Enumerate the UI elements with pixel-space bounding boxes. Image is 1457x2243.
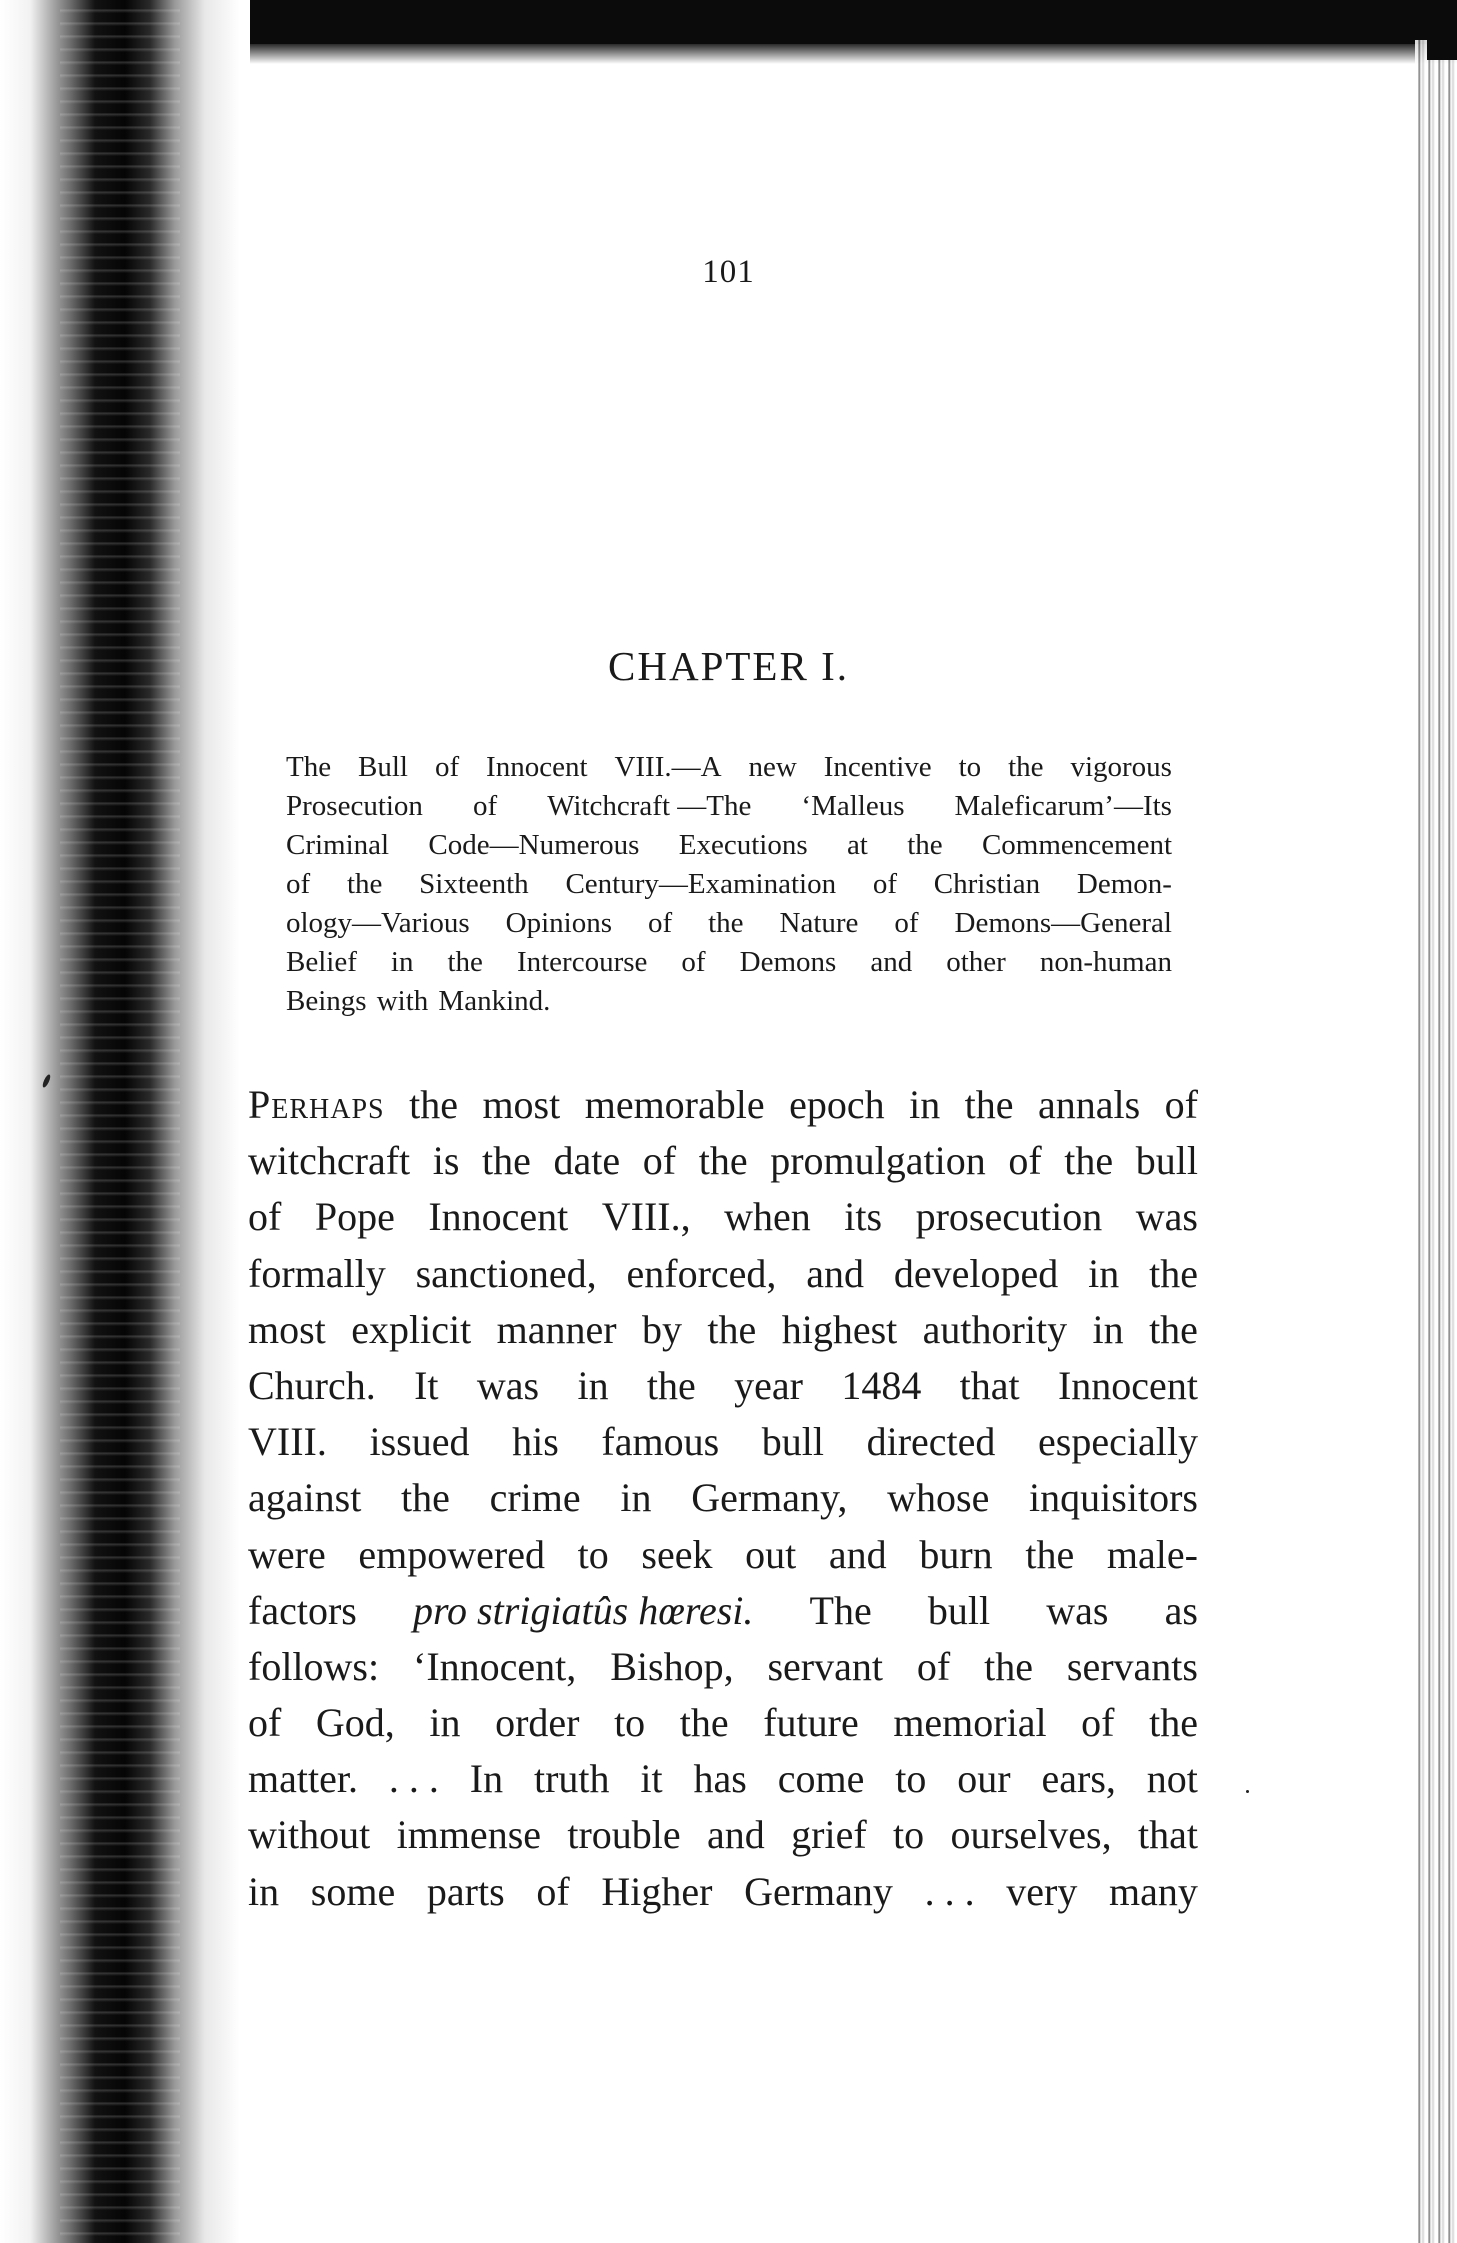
word: has xyxy=(693,1756,747,1802)
word: that xyxy=(959,1362,1020,1408)
word: to xyxy=(577,1531,609,1577)
word: Maleficarum’—Its xyxy=(954,790,1172,822)
word: of xyxy=(894,907,919,939)
word: of xyxy=(286,868,311,900)
word: Sixteenth xyxy=(419,868,529,900)
word: Prosecution xyxy=(286,790,423,822)
word: in xyxy=(390,946,414,978)
word: the xyxy=(964,1082,1014,1127)
word: In xyxy=(469,1756,504,1802)
word: ourselves, xyxy=(950,1812,1112,1858)
word: enforced, xyxy=(626,1250,777,1296)
word: most xyxy=(482,1082,561,1127)
word: was xyxy=(1046,1587,1109,1633)
word: ology—Various xyxy=(286,907,470,939)
text-line xyxy=(248,1864,1198,1920)
word: at xyxy=(846,829,868,861)
text-line xyxy=(248,1470,1198,1526)
word: of xyxy=(248,1194,282,1240)
word: burn xyxy=(919,1531,993,1577)
text-line xyxy=(286,904,1172,943)
word: year xyxy=(734,1362,803,1408)
word: It xyxy=(414,1362,439,1408)
word: were xyxy=(248,1531,326,1577)
word: the xyxy=(1149,1700,1198,1746)
word: the xyxy=(708,907,744,939)
word: Pope xyxy=(314,1194,395,1240)
word: the xyxy=(1008,751,1044,783)
word: with xyxy=(376,985,429,1017)
word: Demon- xyxy=(1076,868,1172,900)
word: servant xyxy=(767,1643,883,1689)
word: Beings xyxy=(286,985,367,1017)
word: is xyxy=(432,1138,460,1184)
word: without xyxy=(248,1812,371,1858)
word: ears, xyxy=(1041,1756,1116,1802)
word: VIII. xyxy=(248,1419,327,1465)
word: bull xyxy=(761,1419,824,1465)
word: memorial xyxy=(893,1700,1047,1746)
word: by xyxy=(641,1306,682,1352)
text-line xyxy=(248,1807,1198,1863)
word: of xyxy=(248,1700,282,1746)
word: in xyxy=(577,1362,609,1408)
word: the xyxy=(679,1700,729,1746)
word: new xyxy=(748,751,797,783)
word: in xyxy=(429,1700,461,1746)
word: and xyxy=(707,1812,765,1858)
word: very xyxy=(1006,1868,1078,1914)
word: Innocent xyxy=(1057,1362,1198,1408)
word: pro strigiatûs hœresi. xyxy=(412,1587,754,1633)
word: God, xyxy=(315,1700,395,1746)
word: Code—Numerous xyxy=(428,829,640,861)
word: promulgation xyxy=(770,1138,986,1184)
word: Bishop, xyxy=(610,1643,734,1689)
word: and xyxy=(806,1250,865,1296)
text-line xyxy=(286,748,1172,787)
word: the xyxy=(1149,1250,1198,1296)
text-line xyxy=(248,1527,1198,1583)
book-gutter-texture xyxy=(60,0,180,2243)
text-line xyxy=(248,1639,1198,1695)
word: developed xyxy=(893,1250,1059,1296)
word: Germany xyxy=(744,1868,893,1914)
word: of xyxy=(647,907,673,939)
word: Intercourse xyxy=(516,946,648,978)
word: Opinions xyxy=(505,907,612,939)
word: was xyxy=(1135,1194,1198,1240)
word: immense xyxy=(396,1812,542,1858)
word: 1484 xyxy=(841,1362,922,1408)
word: whose xyxy=(887,1475,990,1521)
text-line xyxy=(286,826,1172,865)
word: . . . xyxy=(924,1868,975,1914)
word: in xyxy=(248,1868,280,1914)
word: matter. xyxy=(248,1756,358,1802)
word: The xyxy=(809,1587,872,1633)
word: epoch xyxy=(789,1082,885,1127)
word: was xyxy=(476,1362,540,1408)
word: VIII., xyxy=(601,1194,691,1240)
page-edge-stack xyxy=(1415,40,1457,2243)
word: and xyxy=(828,1531,887,1577)
word: some xyxy=(310,1868,396,1914)
word: crime xyxy=(489,1475,581,1521)
word: order xyxy=(495,1700,580,1746)
text-line xyxy=(248,1751,1198,1807)
word: seek xyxy=(641,1531,713,1577)
word: the xyxy=(1064,1138,1114,1184)
word: in xyxy=(1088,1250,1120,1296)
word: Bull xyxy=(358,751,408,783)
word: the xyxy=(409,1082,458,1127)
word: to xyxy=(893,1812,925,1858)
word: as xyxy=(1164,1587,1198,1633)
word: empowered xyxy=(358,1531,545,1577)
word: ‘Innocent, xyxy=(413,1643,577,1689)
text-line xyxy=(248,1358,1198,1414)
word: other xyxy=(946,946,1006,978)
text-line xyxy=(248,1695,1198,1751)
word: of xyxy=(916,1643,951,1689)
word: many xyxy=(1109,1868,1198,1914)
word: the xyxy=(698,1138,748,1184)
word: the xyxy=(482,1138,531,1184)
word: memorable xyxy=(584,1082,765,1127)
word: inquisitors xyxy=(1029,1475,1198,1521)
word: witchcraft xyxy=(248,1138,411,1184)
text-line xyxy=(286,865,1172,904)
word: the xyxy=(1025,1531,1075,1577)
word: the xyxy=(447,946,483,978)
text-line xyxy=(286,787,1172,826)
word: formally xyxy=(248,1250,386,1296)
text-line xyxy=(248,1246,1198,1302)
word: Christian xyxy=(933,868,1041,900)
word: Mankind. xyxy=(438,985,551,1017)
word: that xyxy=(1137,1812,1198,1858)
word: follows: xyxy=(248,1643,380,1689)
word: of xyxy=(536,1868,570,1914)
word: of xyxy=(1164,1082,1198,1127)
word: the xyxy=(401,1475,450,1521)
word: of xyxy=(1008,1138,1042,1184)
word: male- xyxy=(1106,1531,1198,1577)
word: Witchcraft —The xyxy=(547,790,752,822)
word: Church. xyxy=(248,1362,376,1408)
word: his xyxy=(512,1419,559,1465)
word: servants xyxy=(1066,1643,1198,1689)
word: VIII.—A xyxy=(614,751,722,783)
word: directed xyxy=(866,1419,996,1465)
word: Nature xyxy=(779,907,859,939)
word: Belief xyxy=(286,946,357,978)
word: Demons—General xyxy=(954,907,1172,939)
word: manner xyxy=(496,1306,617,1352)
word: in xyxy=(1092,1306,1124,1352)
scan-corner-shadow xyxy=(1427,0,1457,60)
word: our xyxy=(957,1756,1011,1802)
word: authority xyxy=(922,1306,1068,1352)
word: bull xyxy=(927,1587,991,1633)
word: the xyxy=(346,868,383,900)
word: of xyxy=(434,751,460,783)
word: prosecution xyxy=(915,1194,1103,1240)
word: annals xyxy=(1038,1082,1141,1127)
word: trouble xyxy=(567,1812,681,1858)
word: vigorous xyxy=(1070,751,1172,783)
word: Innocent xyxy=(486,751,588,783)
word: . . . xyxy=(388,1756,439,1802)
word: the xyxy=(907,829,943,861)
word: of xyxy=(1081,1700,1115,1746)
word: Incentive xyxy=(823,751,932,783)
word: The xyxy=(286,751,332,783)
word: the xyxy=(1149,1306,1198,1352)
word: against xyxy=(248,1475,362,1521)
text-line xyxy=(248,1077,1198,1133)
word: famous xyxy=(601,1419,720,1465)
word: of xyxy=(681,946,706,978)
word: future xyxy=(763,1700,859,1746)
word: issued xyxy=(369,1419,470,1465)
page-number: 101 xyxy=(702,254,755,290)
word: the xyxy=(984,1643,1033,1689)
chapter-summary xyxy=(286,748,1172,1021)
word: its xyxy=(844,1194,883,1240)
text-line xyxy=(286,943,1172,982)
word: to xyxy=(958,751,982,783)
body-paragraph xyxy=(248,1077,1198,1920)
text-line xyxy=(286,982,1172,1021)
word: Germany, xyxy=(691,1475,848,1521)
word: in xyxy=(620,1475,652,1521)
word: most xyxy=(248,1306,326,1352)
word: of xyxy=(642,1138,677,1184)
word: Executions xyxy=(678,829,808,861)
word: Perhaps xyxy=(248,1082,385,1127)
word: come xyxy=(777,1756,865,1802)
word: ‘Malleus xyxy=(801,790,905,822)
word: of xyxy=(872,868,898,900)
word: parts xyxy=(426,1868,505,1914)
word: explicit xyxy=(351,1306,472,1352)
word: not xyxy=(1146,1756,1198,1802)
text-line xyxy=(248,1302,1198,1358)
text-line xyxy=(248,1414,1198,1470)
word: to xyxy=(614,1700,646,1746)
text-line xyxy=(248,1583,1198,1639)
word: to xyxy=(895,1756,927,1802)
word: Demons xyxy=(739,946,837,978)
word: the xyxy=(646,1362,696,1408)
word: out xyxy=(745,1531,797,1577)
word: and xyxy=(870,946,913,978)
word: Innocent xyxy=(428,1194,569,1240)
ink-speck xyxy=(1246,1790,1249,1793)
word: Criminal xyxy=(286,829,390,861)
word: grief xyxy=(791,1812,867,1858)
text-line xyxy=(248,1189,1198,1245)
word: non-human xyxy=(1039,946,1172,978)
chapter-heading: CHAPTER I. xyxy=(608,643,849,689)
word: especially xyxy=(1038,1419,1198,1465)
word: sanctioned, xyxy=(415,1250,597,1296)
word: highest xyxy=(781,1306,898,1352)
text-line xyxy=(248,1133,1198,1189)
word: bull xyxy=(1135,1138,1198,1184)
word: factors xyxy=(248,1587,357,1633)
word: date xyxy=(553,1138,621,1184)
word: of xyxy=(472,790,498,822)
word: in xyxy=(909,1082,941,1127)
word: Commencement xyxy=(981,829,1172,861)
word: Century—Examination xyxy=(565,868,837,900)
word: Higher xyxy=(601,1868,713,1914)
word: when xyxy=(724,1194,811,1240)
word: truth xyxy=(533,1756,610,1802)
word: the xyxy=(707,1306,757,1352)
word: it xyxy=(640,1756,663,1802)
